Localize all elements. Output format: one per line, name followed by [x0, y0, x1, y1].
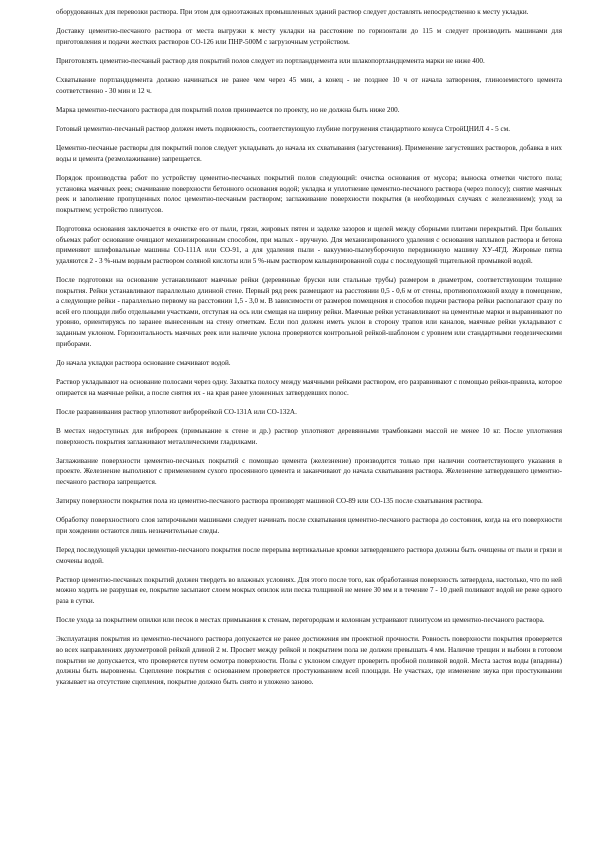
- paragraph-mobility: Готовый цементно-песчаный раствор должен иметь подвижность, соответствующую глубине погружения стандартного конуса СтройЦНИЛ 4 - 5 см.: [56, 125, 510, 134]
- paragraph-troweling-start: Обработку поверхностного слоя затирочными машинами следует начинать после схватывания цементно-песчаного раствора до состояния, когда на его поверхности при хождении остаются лишь незначительные следы.: [56, 516, 562, 535]
- paragraph-manual-tamping: В местах недоступных для виброреек (примыкание к стене и др.) раствор уплотняют деревянными трамбовками массой не менее 10 кг. После уплотнения поверхность покрытия заглаживают металлическими гладилками.: [56, 426, 562, 446]
- paragraph-delivery-intro: оборудованных для перевозки раствора. При этом для одноэтажных промышленных зданий раствор следует доставлять непосредственно к месту укладки.: [56, 8, 529, 16]
- paragraph-mortar-grade: Марка цементно-песчаного раствора для покрытий полов принимается по проекту, но не должна быть ниже 200.: [56, 105, 400, 114]
- paragraph-troweling-machine: Затирку поверхности покрытия пола из цементно-песчаного раствора производят машиной СО-89 или СО-135 после схватывания раствора.: [56, 497, 483, 506]
- paragraph-laying-strips: Раствор укладывают на основание полосами через одну. Захватка полосу между маячными рейками раствором, его разравнивают с помощью рейки-правила, которое опирается на маячные рейки, а после снятия их - на края ранее уложенных затвердевших полос.: [56, 377, 562, 397]
- paragraph-edge-cleaning: Перед последующей укладки цементно-песчаного покрытия после перерыва вертикальные кромки затвердевшего раствора должны быть очищены от пыли и грязи и смочены водой.: [56, 546, 562, 565]
- paragraph-quality-check: Эксплуатация покрытия из цементно-песчаного раствора допускается не ранее достижения им проектной прочности. Ровность поверхности покрытия проверяется во всех направлениях двухметровой рейкой длиной 2 м. Просвет между рейкой и покрытием пола не должен превышать 4 мм. Наличие трещин и выбоин в готовом покрытии не допускается, что проверяется путем осмотра поверхности. Полы с уклоном следует проверить пробной поливкой водой. Места застоя воды (впадины) должны быть выровнены. Сцепление покрытия с основанием проверяется простукиванием всей площади. Не участках, где изменение звука при простукивании указывает на отсутствие сцепления, покрытие должно быть снято и уложено заново.: [56, 635, 562, 686]
- paragraph-curing: Раствор цементно-песчаных покрытий должен твердеть во влажных условиях. Для этого после того, как обработанная поверхность затвердела, настолько, что по ней можно ходить не разрушая ее, покрытие засыпают слоем мокрых опилок или песка толщиной не менее 30 мм и в течение 7 - 10 дней поливают водой не реже одного раза в сутки.: [56, 575, 562, 606]
- paragraph-ironing: Заглаживание поверхности цементно-песчаных покрытий с помощью цемента (железнение) производится только при наличии соответствующего указания в проекте. Железнение выполняют с применением сухого просеянного цемента и заканчивают до начала схватывания раствора. Железнение затвердевшего цементно-песчаного раствора запрещается.: [56, 456, 562, 486]
- paragraph-setting-time: Схватывание портландцемента должно начинаться не ранее чем через 45 мин, а конец - не позднее 10 ч от начала затворения, глиноземистого цемента соответственно - 30 мин и 12 ч.: [56, 76, 562, 95]
- paragraph-laying-before-setting: Цементно-песчаные растворы для покрытий полов следует укладывать до начала их схватывания (загустевания). Применение загустевших растворов, добавка в них воды и цемента (резмолаживание) запрещается.: [56, 144, 562, 163]
- paragraph-plinths: После ухода за покрытием опилки или песок в местах примыкания к стенам, перегородкам и колоннам устраивают плинтусом из цементно-песчаного раствора.: [56, 616, 545, 625]
- paragraph-base-preparation: Подготовка основания заключается в очистке его от пыли, грязи, жировых пятен и заделке зазоров и щелей между сборными плитами перекрытий. При больших объемах работ основание очищают механизированным способом, при малых - вручную. Для механизированного удаления с основания наплывов раствора и бетона применяют шлифовальные машины СО-111А или СО-91, а для удаления пыли - вакуумно-пылеуборочную передвижную машину ХУ-4ГД. Жировые пятна удаляются 2 - 3 %-ным водным раствором соляной кислоты или 5 %-ным раствором кальцинированной соды с последующей тщательной промывкой водой.: [56, 225, 562, 265]
- paragraph-beacon-rails: После подготовки на основание устанавливают маячные рейки (деревянные бруски или стальные трубы) размером в диаметром, соответствующим толщине покрытия. Рейки устанавливают параллельно длинной стене. Первый ряд реек размещают на расстоянии 0,5 - 0,6 м от стены, противоположной входу в помещение, а следующие рейки - параллельно первому на расстоянии 1,5 - 3,0 м. В зависимости от размеров помещения и способов подачи раствора рейки располагают сразу по всей его площади либо отдельными участками, отступая на ось или смещая на ширину рейки. Маячные рейки устанавливают на цементные марки и выравнивают по уровню, ориентируясь по заранее вынесенным на стену отметкам. Если пол должен иметь уклон в сторону трапов или каналов, маячные рейки укладывают с заданным уклоном. Горизонтальность маячных реек или наличие уклона проверяются контрольной рейкой-шаблоном с уровнем или стандартными геодезическими приборами.: [56, 276, 562, 348]
- paragraph-vibro-compaction: После разравнивания раствор уплотняют виброрейкой СО-131А или СО-132А.: [56, 407, 297, 416]
- paragraph-cement-grade: Приготовлять цементно-песчаный раствор для покрытий полов следует из портландцемента или шлакопортландцемента марки не ниже 400.: [56, 56, 485, 65]
- paragraph-work-order: Порядок производства работ по устройству цементно-песчаных покрытий полов следующий: очистка основания от мусора; выноска отметки чистого пола; установка маячных реек; смачивание поверхности бетонного основания водой; укладка и уплотнение цементно-песчаного раствора (через полосу); снятие маячных реек и заполнение пропущенных полос цементно-песчаным раствором; заглаживание поверхности покрытия (в необходимых случаях с железнением); уход за покрытием; устройство плинтусов.: [56, 174, 562, 214]
- paragraph-wetting-base: До начала укладки раствора основание смачивают водой.: [56, 358, 231, 367]
- paragraph-delivery-machines: Доставку цементно-песчаного раствора от места выгрузки к месту укладки на расстояние по горизонтали до 115 м следует производить машинами для приготовления и подачи жестких растворов СО-126 или ПНР-500М с загрузочным устройством.: [56, 27, 562, 46]
